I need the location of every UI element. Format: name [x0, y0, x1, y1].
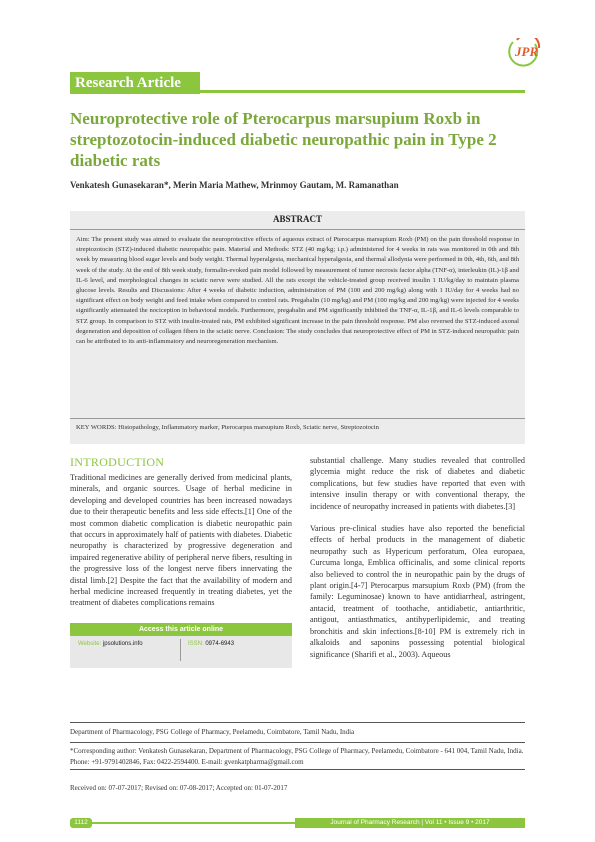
- issn-value: 0974-6943: [205, 641, 235, 647]
- right-paragraph-2: Various pre-clinical studies have also reported the beneficial effects of herbal products in the management of diabetic neuropathy such as Hypericum perforatum, Olea europaea, Curcuma longa, Emblica officinalis, and some clinical reports also believed to control the in neuropathic pain by the drugs of plant origin.[4-7] Pterocarpus marsupium Roxb (PM) (from the family: Leguminosae) known to have antidiarrheal, astringent, antacid, treatment of toothache, antidiabetic, antiarthritic, antigout, antiasthmatics, antihyperlipidemic, and treating bronchitis and skin infections.[8-10] PM is extremely rich in alkaloids and saponins possessing potential biological significance (Sharifi et al., 2003). Aqueous: [310, 524, 525, 659]
- affiliation: Department of Pharmacology, PSG College of Pharmacy, Peelamedu, Coimbatore, Tamil Nadu, India: [70, 728, 355, 736]
- website-link[interactable]: jpsolutions.info: [102, 641, 143, 647]
- right-column: [310, 455, 525, 660]
- dates: Received on: 07-07-2017; Revised on: 07-08-2017; Accepted on: 01-07-2017: [70, 784, 288, 792]
- access-online-box: [70, 623, 292, 668]
- article-type-banner: [70, 72, 525, 94]
- left-paragraph: Traditional medicines are generally derived from medicinal plants, minerals, and organic sources. Usage of herbal medicine in developing and developed countries has been increased nowadays due to their therapeutic benefits and less side effects.[1] One of the most common diabetic complication is diabetic neuropathic pain that occurs in approximately half of patients with diabetes. Diabetic neuropathy is characterized by progressive degeneration and impaired regenerative ability of peripheral nerve fibers, resulting in the progressive loss of the longest nerve fibers innervating the distal limb.[2] Despite the fact that the availability of modern and herbal medicine increased frequently in treating diabetes, yet the treatment of diabetes complications remains: [70, 473, 292, 608]
- keywords: KEY WORDS: Histopathology, Inflammatory marker, Pterocarpus marsupium Roxb, Sciatic nerve, Streptozotocin: [76, 424, 379, 431]
- footer-bar: [70, 818, 525, 828]
- abstract-body: Aim: The present study was aimed to evaluate the neuroprotective effects of aqueous extract of Pterocarpus marsupium Roxb (PM) on the pain threshold response in streptozotocin (STZ)-induced diabetic neuropathic pain. Material and Methods: STZ (40 mg/kg; i.p.) administered for 4 weeks in rats was monitored in 0th and 8th week by measuring blood sugar levels and body weight. Thermal hyperalgesia, mechanical hyperalgesia, and thermal allodynia were performed in 0th, 4th, 6th, and 8th week of the study. At the end of 8th week study, formalin-evoked pain model followed by measurement of tumor necrosis factor alpha (TNF-α), interleukin (IL)-1β and IL-6 level, and morphological changes in sciatic nerve were studied. All the rats except the vehicle-treated group received insulin 1 IU/kg/day to maintain plasma glucose levels. Results and Discussions: After 4 weeks of diabetic induction, administration of PM (100 and 200 mg/kg) along with 1 IU/day for 4 weeks had no significant effect on body weight and feed intake when compared to control rats. Pregabalin (10 mg/kg) and PM (100 mg/kg and 200 mg/kg) were injected for 4 weeks significantly attenuated the nociception in behavioral models. Furthermore, pregabalin and PM significantly inhibited the TNF-α, IL-1β, and IL-6 levels comparable to STZ group. In comparison to STZ with insulin-treated rats, PM exhibited significant increase in the pain threshold response. PM also reversed the STZ-induced axonal degeneration and deposition of collagen fibers in the sciatic nerve. Conclusion: The study concludes that neuroprotective effect of PM in STZ-induced neuropathic pain can be attributed to its anti-inflammatory and neuroregeneration mechanism.: [76, 236, 519, 346]
- footnote-rule-2: [70, 742, 525, 743]
- introduction-heading: INTRODUCTION: [70, 455, 165, 469]
- access-divider: [180, 639, 181, 661]
- banner-rule: [195, 90, 525, 93]
- author-list: Venkatesh Gunasekaran*, Merin Maria Mathew, Mrinmoy Gautam, M. Ramanathan: [70, 180, 399, 190]
- journal-info: Journal of Pharmacy Research | Vol 11 • Issue 9 • 2017: [295, 818, 525, 828]
- website-label: Website:: [78, 641, 102, 647]
- access-heading: Access this article online: [70, 623, 292, 636]
- abstract-divider: [70, 229, 525, 230]
- article-title: Neuroprotective role of Pterocarpus marsupium Roxb in streptozotocin-induced diabetic neuropathic pain in Type 2 diabetic rats: [70, 109, 497, 170]
- left-column: [70, 472, 292, 609]
- right-paragraph-1: substantial challenge. Many studies revealed that controlled glycemia might reduce the risk of diabetes and diabetic complications, but few studies have reported that even with intensive insulin therapy or with conventional therapy, the incidence of neuropathy increased in patients with diabetes.[3]: [310, 456, 525, 511]
- issn-label: ISSN:: [188, 641, 204, 647]
- page-number: 1112: [70, 818, 92, 828]
- abstract-box: [70, 211, 525, 444]
- journal-logo: [505, 38, 543, 68]
- abstract-divider-bottom: [70, 418, 525, 419]
- abstract-heading: ABSTRACT: [272, 214, 322, 224]
- logo-text: JPR: [515, 44, 539, 59]
- article-type-label: Research Article: [70, 72, 200, 94]
- corresponding-author: *Corresponding author: Venkatesh Gunasekaran, Department of Pharmacology, PSG College of Pharmacy, Peelamedu, Coimbatore - 641 004, Tamil Nadu, India. Phone: +91-9791402846, Fax: 0422-2594400. E-mail: gvenkatpharma@gmail.com: [70, 747, 524, 766]
- footer-rule: [92, 822, 295, 824]
- footnote-rule: [70, 722, 525, 723]
- footnote-rule-3: [70, 769, 525, 770]
